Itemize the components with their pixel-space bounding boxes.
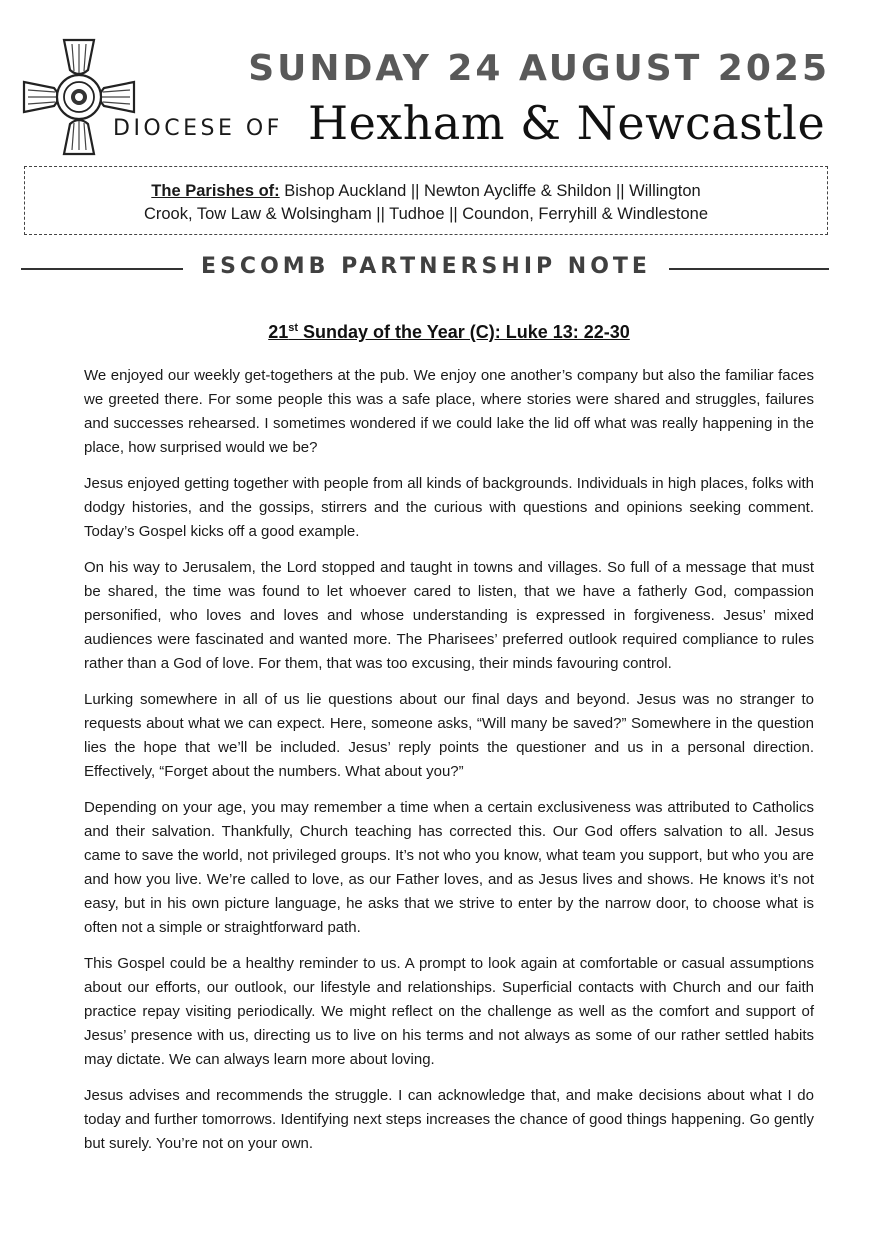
title-rule-right [669, 268, 829, 270]
parishes-label: The Parishes of: [151, 182, 280, 200]
reading-rest: Sunday of the Year (C): Luke 13: 22-30 [298, 322, 630, 342]
reading-ordinal-suffix: st [288, 322, 299, 334]
note-title: ESCOMB PARTNERSHIP NOTE [201, 254, 651, 279]
diocese-prefix: DIOCESE OF [113, 116, 283, 141]
paragraph: On his way to Jerusalem, the Lord stopped and taught in towns and villages. So full of a message that must be shared, the time was found to let whoever cared to listen, that we have a fatherly God, compassion personified, who loves and loves and whose understanding is expressed in forgiveness. Jesus’ mixed audiences were fascinated and wanted more. The Pharisees’ preferred outlook required compliance to rules rather than a God of love. For them, that was too excusing, their minds favouring control. [84, 559, 814, 672]
parishes-box [24, 166, 828, 235]
title-rule-left [21, 268, 183, 270]
parishes-list-1: Bishop Auckland || Newton Aycliffe & Shildon || Willington [279, 182, 701, 200]
paragraph: Lurking somewhere in all of us lie questions about our final days and beyond. Jesus was no stranger to requests about what we can expect. Here, someone asks, “Will many be saved?” Somewhere in the question lies the hope that we’ll be included. Jesus’ reply points the questioner and us in a personal direction. Effectively, “Forget about the numbers. What about you?” [84, 691, 814, 780]
issue-date: SUNDAY 24 AUGUST 2025 [248, 48, 830, 89]
paragraph: We enjoyed our weekly get-togethers at the pub. We enjoy one another’s company but also the familiar faces we greeted there. For some people this was a safe place, where stories were shared and struggles, failures and successes rehearsed. I sometimes wondered if we could lake the lid off what was really happening in the place, how surprised would we be? [84, 367, 814, 456]
parishes-list-2: Crook, Tow Law & Wolsingham || Tudhoe || Coundon, Ferryhill & Windlestone [143, 205, 709, 223]
reading-title [0, 322, 874, 343]
paragraph: Jesus advises and recommends the struggle. I can acknowledge that, and make decisions about what I do today and further tomorrows. Identifying next steps increases the chance of good things happening. Go gently but surely. You’re not on your own. [84, 1087, 814, 1152]
paragraph: This Gospel could be a healthy reminder to us. A prompt to look again at comfortable or casual assumptions about our efforts, our outlook, our lifestyle and relationships. Superficial contacts with Church and our faith practice repay visiting periodically. We might reflect on the challenge as well as the comfort and support of Jesus’ presence with us, directing us to live on his terms and not always as some of our rather settled habits may dictate. We can always learn more about loving. [84, 955, 814, 1068]
reading-ordinal: 21 [268, 322, 289, 342]
note-body [84, 364, 814, 1168]
paragraph: Depending on your age, you may remember a time when a certain exclusiveness was attributed to Catholics and their salvation. Thankfully, Church teaching has corrected this. Our God offers salvation to all. Jesus came to save the world, not privileged groups. It’s not who you know, what team you support, but who you are and how you live. We’re called to love, as our Father loves, and as Jesus lives and shows. He knows it’s not easy, but in his own picture language, he asks that we strive to enter by the narrow door, to choose what is often not a simple or straightforward path. [84, 799, 814, 936]
parishes-line-1 [25, 180, 827, 203]
diocese-name: Hexham & Newcastle [308, 96, 826, 150]
paragraph: Jesus enjoyed getting together with people from all kinds of backgrounds. Individuals in high places, folks with dodgy histories, and the gossips, stirrers and the curious with questions and opinions seeking comment. Today’s Gospel kicks off a good example. [84, 475, 814, 540]
